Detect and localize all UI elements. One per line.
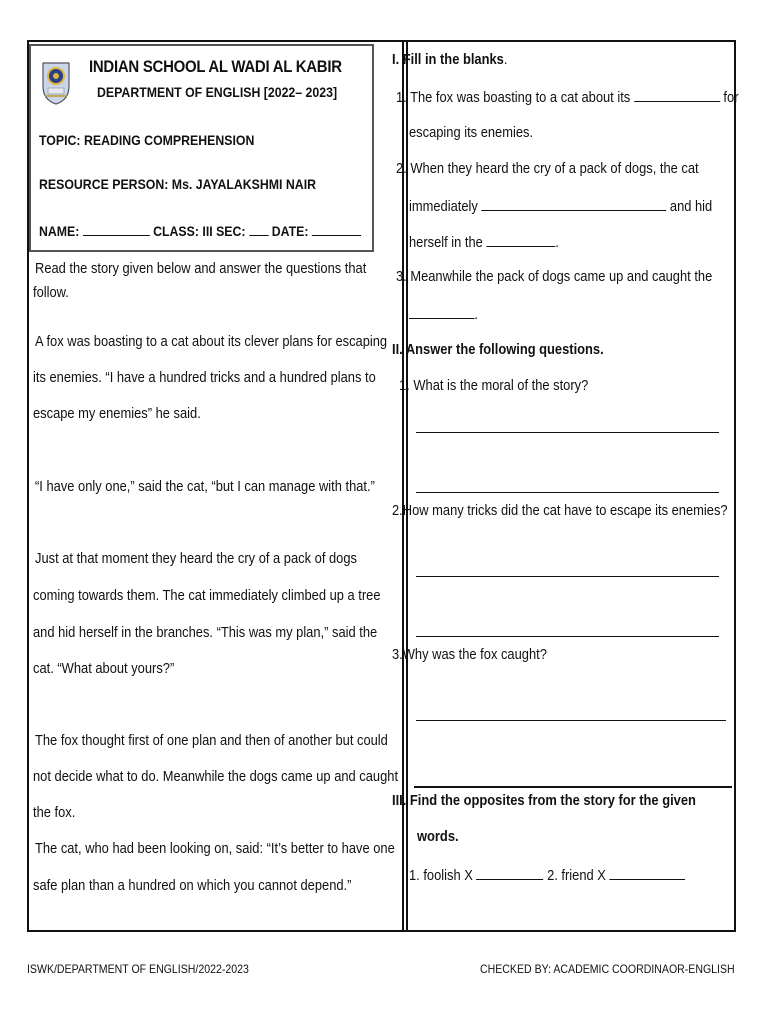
story-instruction-cont: follow. — [33, 284, 69, 301]
fill-question-1-cont: escaping its enemies. — [409, 124, 534, 141]
fill-question-2: 2. When they heard the cry of a pack of dogs, the cat — [396, 160, 699, 177]
story-line: not decide what to do. Meanwhile the dogs came up and caught — [33, 768, 399, 785]
answer-blank[interactable] — [634, 87, 720, 102]
story-instruction: Read the story given below and answer the questions that — [35, 260, 367, 277]
answer-blank[interactable] — [486, 232, 555, 247]
story-line: coming towards them. The cat immediately climbed up a tree — [33, 587, 381, 604]
section-answer-questions-title: II. Answer the following questions. — [392, 341, 604, 358]
header-box — [29, 44, 374, 252]
fill-question-2-cont: immediately and hid — [409, 198, 713, 215]
answer-question-3: 3.Why was the fox caught? — [392, 646, 547, 663]
footer-right: CHECKED BY: ACADEMIC COORDINAOR-ENGLISH — [480, 962, 735, 976]
story-line: and hid herself in the branches. “This was my plan,” said the — [33, 624, 378, 641]
resource-person-line: RESOURCE PERSON: Ms. JAYALAKSHMI NAIR — [39, 176, 317, 192]
school-name: INDIAN SCHOOL AL WADI AL KABIR — [89, 57, 342, 76]
answer-line[interactable] — [416, 720, 726, 721]
fill-question-2-end: herself in the . — [409, 234, 559, 251]
class-label: CLASS: III SEC: — [153, 223, 246, 239]
story-line: Just at that moment they heard the cry of a pack of dogs — [35, 550, 357, 567]
story-line: The cat, who had been looking on, said: “It’s better to have one — [35, 840, 395, 857]
topic-line: TOPIC: READING COMPREHENSION — [39, 132, 255, 148]
story-line: the fox. — [33, 804, 76, 821]
section-opposites-title: III. Find the opposites from the story for the given — [392, 792, 696, 809]
date-blank[interactable] — [312, 221, 361, 236]
answer-line[interactable] — [416, 492, 719, 493]
answer-line[interactable] — [416, 636, 719, 637]
section-blank[interactable] — [249, 221, 268, 236]
answer-line[interactable] — [416, 432, 719, 433]
section-opposites-title-cont: words. — [417, 828, 459, 845]
story-line: A fox was boasting to a cat about its clever plans for escaping — [35, 333, 388, 350]
story-line: escape my enemies” he said. — [33, 405, 201, 422]
department-title: DEPARTMENT OF ENGLISH [2022– 2023] — [97, 84, 338, 100]
name-blank[interactable] — [83, 221, 150, 236]
story-line: The fox thought first of one plan and then of another but could — [35, 732, 388, 749]
answer-line[interactable] — [416, 576, 719, 577]
fill-question-3-cont: . — [409, 304, 478, 323]
opposites-items: 1. foolish X 2. friend X — [409, 865, 685, 884]
school-logo-icon — [39, 60, 73, 106]
fill-question-1: 1. The fox was boasting to a cat about its for — [396, 89, 739, 106]
date-label: DATE: — [271, 223, 309, 239]
name-label: NAME: — [39, 223, 80, 239]
answer-blank[interactable] — [609, 865, 685, 880]
answer-blank[interactable] — [476, 865, 543, 880]
story-line: its enemies. “I have a hundred tricks and a hundred plans to — [33, 369, 376, 386]
student-details-line — [39, 221, 361, 239]
footer-left: ISWK/DEPARTMENT OF ENGLISH/2022-2023 — [27, 962, 249, 976]
answer-line[interactable] — [414, 786, 732, 788]
fill-question-3: 3. Meanwhile the pack of dogs came up and caught the — [396, 268, 713, 285]
answer-blank[interactable] — [409, 304, 474, 319]
answer-question-1: 1. What is the moral of the story? — [399, 377, 589, 394]
story-line: cat. “What about yours?” — [33, 660, 175, 677]
worksheet-frame — [27, 40, 739, 932]
answer-blank[interactable] — [481, 196, 666, 211]
story-line: safe plan than a hundred on which you cannot depend.” — [33, 877, 352, 894]
section-fill-blanks-title: I. Fill in the blanks. — [392, 51, 508, 68]
story-line: “I have only one,” said the cat, “but I can manage with that.” — [35, 478, 375, 495]
answer-question-2: 2.How many tricks did the cat have to escape its enemies? — [392, 502, 728, 519]
